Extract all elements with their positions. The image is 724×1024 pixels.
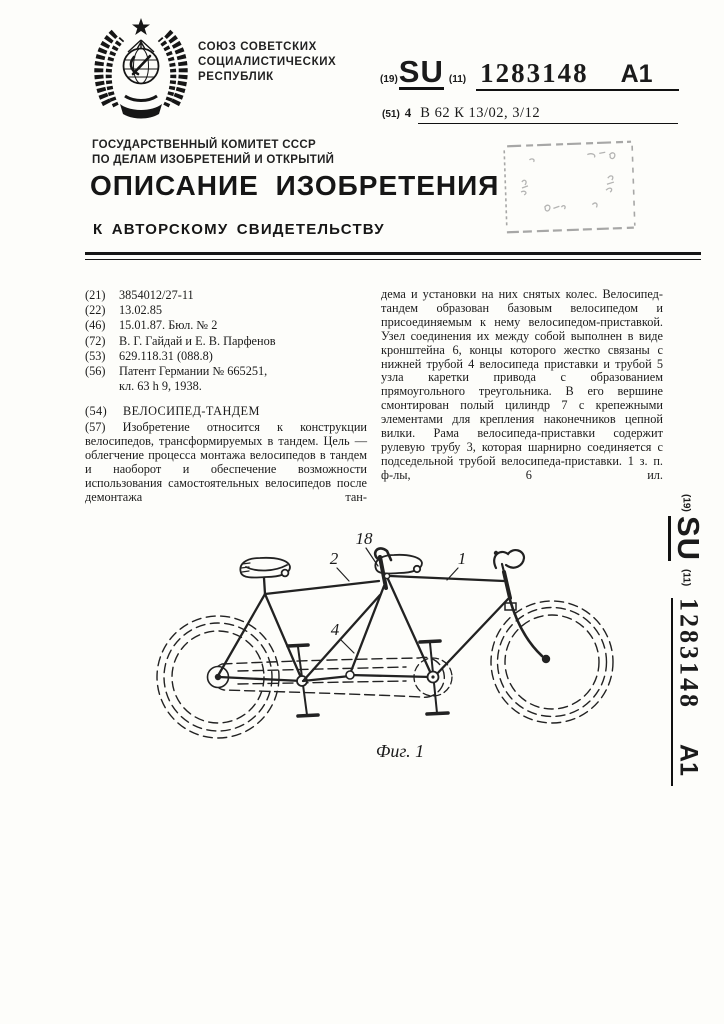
biblio-line xyxy=(85,364,367,379)
invention-title: ВЕЛОСИПЕД-ТАНДЕМ xyxy=(123,404,260,419)
star-icon xyxy=(132,18,150,35)
document-number-block xyxy=(380,56,710,124)
inid-code: (72) xyxy=(85,333,106,348)
front-wheel xyxy=(491,601,613,723)
kind-code: A1 xyxy=(620,60,653,88)
label-attachment-bicycle: 2 xyxy=(329,549,339,568)
sidebar-country-code: SU xyxy=(668,516,704,561)
inid-code-51: (51) xyxy=(382,109,400,120)
biblio-line xyxy=(85,303,367,318)
invention-title-line xyxy=(85,403,367,419)
biblio-value: 629.118.31 (088.8) xyxy=(119,348,213,363)
inid-code: (56) xyxy=(85,364,106,379)
biblio-value: 3854012/27-11 xyxy=(119,288,194,302)
sidebar-publication-number: 1283148 xyxy=(674,598,704,711)
label-steering-joint: 18 xyxy=(355,531,373,548)
inid-code-11: (11) xyxy=(448,74,467,85)
sidebar-kind-code: A1 xyxy=(674,744,703,777)
biblio-line xyxy=(85,379,367,394)
horizontal-double-rule xyxy=(85,252,701,260)
sidebar-number-group xyxy=(671,598,702,786)
ussr-coat-of-arms xyxy=(92,16,190,120)
document-number-row xyxy=(380,56,710,91)
abstract-left-text: Изобретение относится к конструкции велосипедов, трансформируемых в тандем. Цель — облегчение процесса монтажа велосипедов в тандем и наоборот и обеспечение возможности использования самостоятельных велосипедов после демонтажа тан- xyxy=(85,420,368,504)
front-hub xyxy=(542,655,550,663)
biblio-line xyxy=(85,349,367,364)
inid-code-57: (57) xyxy=(85,420,106,435)
left-column xyxy=(85,288,367,505)
union-line-1: СОЮЗ СОВЕТСКИХ xyxy=(198,41,317,53)
sidebar-inid-11: (11) xyxy=(680,568,692,587)
biblio-line xyxy=(85,288,367,303)
inid-code-19: (19) xyxy=(380,74,398,85)
publication-number: 1283148 xyxy=(480,58,589,88)
registration-stamp xyxy=(499,140,639,237)
union-name xyxy=(198,40,336,86)
inid-code: (22) xyxy=(85,303,106,318)
label-lower-tube: 4 xyxy=(330,620,340,639)
inid-code: (46) xyxy=(85,318,106,333)
inid-code: (53) xyxy=(85,348,106,363)
body-columns xyxy=(85,288,663,505)
sidebar-inid-19: (19) xyxy=(680,494,692,512)
union-line-3: РЕСПУБЛИК xyxy=(198,71,274,84)
right-column xyxy=(381,288,663,505)
ribbon-icon xyxy=(120,104,162,119)
ipc-edition: 4 xyxy=(404,105,412,120)
inid-code-54: (54) xyxy=(85,404,108,419)
label-base-bicycle: 1 xyxy=(457,549,467,568)
abstract-left-paragraph xyxy=(85,421,367,504)
committee-line-1: ГОСУДАРСТВЕННЫЙ КОМИТЕТ СССР xyxy=(92,139,316,151)
ipc-class: В 62 К 13/02, 3/12 xyxy=(418,105,678,124)
vertical-document-number xyxy=(668,494,704,830)
figure-1-tandem-bicycle-drawing xyxy=(138,531,643,773)
figure-caption: Фиг. 1 xyxy=(375,741,425,761)
bracket-joint xyxy=(346,671,354,679)
biblio-value: Патент Германии № 665251, xyxy=(119,364,268,379)
inid-code: (21) xyxy=(85,288,106,302)
rear-saddle xyxy=(240,558,290,578)
country-code: SU xyxy=(398,54,444,89)
handlebar xyxy=(494,550,524,572)
abstract-right-paragraph: дема и установки на них снятых колес. Велосипед-тандем образован базовым велосипедом и присоединяемым к нему велосипедом-приставкой. Узел соединения их между собой выполнен в виде кронштейна 6, концы которого жестко связаны с нижней трубой 4 велосипеда приставки и трубой 5 узла каретки привода с образованием прямоугольного треугольника. В его вершине смонтирован полый цилиндр 7 с крепежными элементами для крепления наконечников цепной вилки. Рама велосипеда-приставки содержит рулевую трубу 3, которая шарнирно соединяется с подседельной трубой велосипеда-приставки. 1 з. п. ф-лы, 6 ил. xyxy=(381,287,663,482)
biblio-value: В. Г. Гайдай и Е. В. Парфенов xyxy=(119,333,276,348)
ipc-row xyxy=(382,105,710,124)
publication-number-group xyxy=(476,60,678,91)
union-line-2: СОЦИАЛИСТИЧЕСКИХ xyxy=(198,56,337,69)
biblio-line xyxy=(85,318,367,333)
biblio-value: 13.02.85 xyxy=(119,303,163,318)
biblio-value: 15.01.87. Бюл. № 2 xyxy=(119,318,218,333)
document-subtitle: К АВТОРСКОМУ СВИДЕТЕЛЬСТВУ xyxy=(93,221,385,238)
document-title: ОПИСАНИЕ ИЗОБРЕТЕНИЯ xyxy=(90,170,500,201)
biblio-value: кл. 63 h 9, 1938. xyxy=(119,379,202,394)
biblio-line xyxy=(85,334,367,349)
committee-line-2: ПО ДЕЛАМ ИЗОБРЕТЕНИЙ И ОТКРЫТИЙ xyxy=(92,153,335,166)
committee-name xyxy=(92,138,334,168)
